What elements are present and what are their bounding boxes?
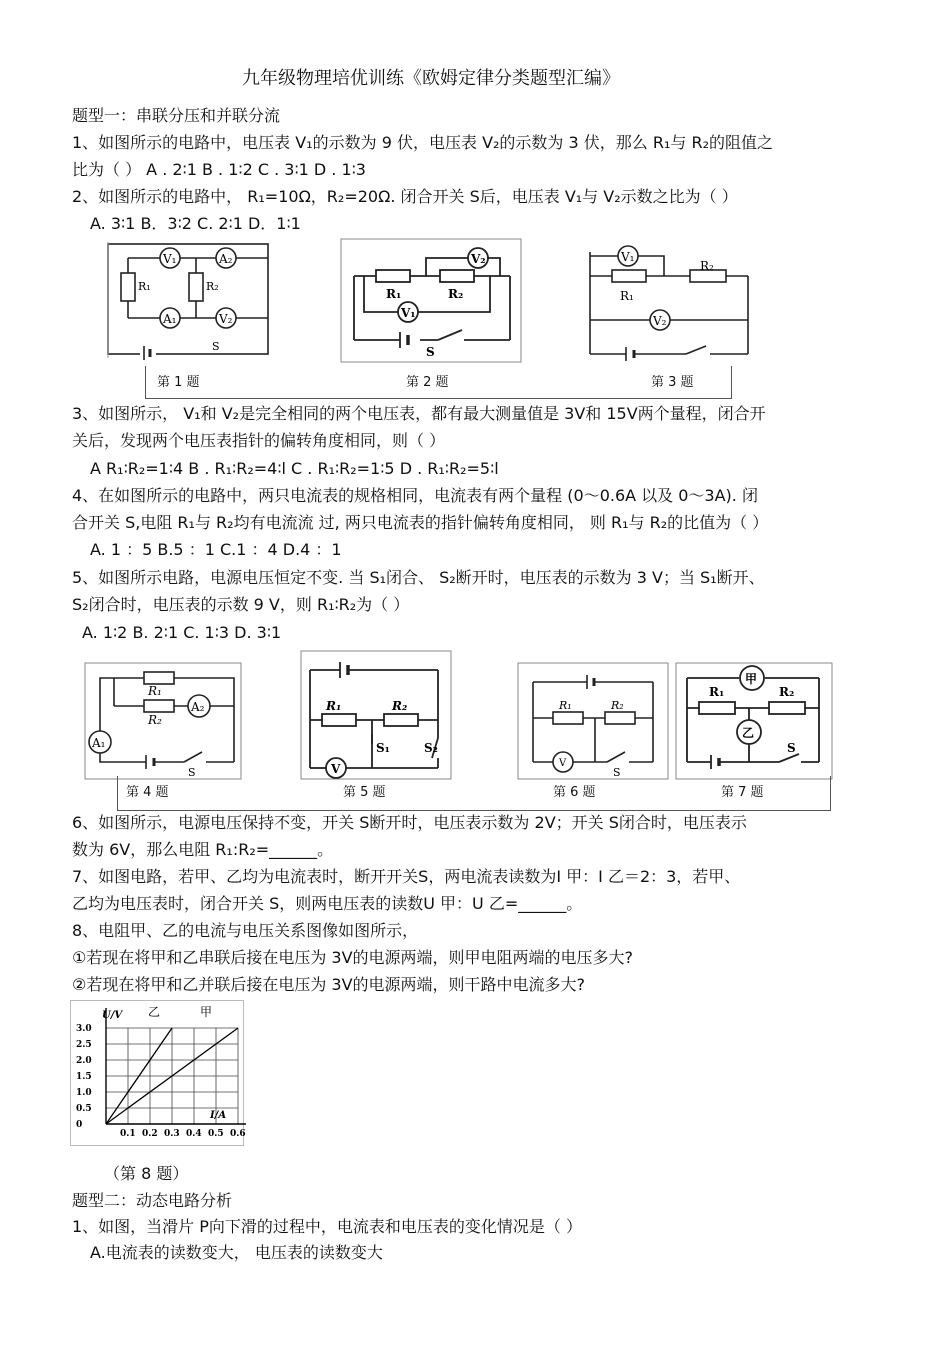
q3-line1: 3、如图所示， V₁和 V₂是完全相同的两个电压表，都有最大测量值是 3V和 15V两个量程，闭合开 xyxy=(72,404,766,423)
q2-1-option-a: A.电流表的读数变大， 电压表的读数变大 xyxy=(90,1243,383,1262)
fig1-s-label: S xyxy=(212,340,220,353)
fig3-r2-label: R₂ xyxy=(700,259,714,273)
fig5-r1-label: R₁ xyxy=(326,699,342,713)
fig1-v1-label: V₁ xyxy=(163,252,177,266)
q7-line2: 乙均为电压表时，闭合开关 S，则两电压表的读数U 甲：U 乙=______。 xyxy=(72,894,583,913)
caption-q2: 第 2 题 xyxy=(406,375,449,390)
fig7-r1-label: R₁ xyxy=(709,685,725,699)
fig1-r2-label: R₂ xyxy=(206,280,219,293)
chart-x-tick-label: 0.5 xyxy=(208,1129,224,1139)
chart-y-tick-label: 1.0 xyxy=(76,1088,92,1098)
fig3-r1-label: R₁ xyxy=(620,289,634,303)
q5-line1: 5、如图所示电路，电源电压恒定不变. 当 S₁闭合、 S₂断开时，电压表的示数为 3 V；当 S₁断开、 xyxy=(72,568,765,587)
chart-y-tick-label: 0 xyxy=(76,1120,83,1130)
figure-2-circuit xyxy=(340,238,522,363)
q4-options: A. 1 ：5 B.5 ：1 C.1 ：4 D.4 ：1 xyxy=(90,540,342,559)
q4-line1: 4、在如图所示的电路中，两只电流表的规格相同，电流表有两个量程 (0～0.6A 以及 0～3A). 闭 xyxy=(72,486,758,505)
caption-q6: 第 6 题 xyxy=(553,785,596,800)
chart-y-tick-label: 2.5 xyxy=(76,1040,92,1050)
figure-6-circuit xyxy=(517,662,669,780)
q7-line1: 7、如图电路，若甲、乙均为电流表时，断开开关S，两电流表读数为I 甲：I 乙＝2：3，若甲、 xyxy=(72,867,741,886)
fig3-v1-label: V₁ xyxy=(621,250,635,264)
chart-x-tick-label: 0.1 xyxy=(120,1129,136,1139)
chart-x-tick-label: 0.3 xyxy=(164,1129,180,1139)
fig4-s-label: S xyxy=(188,766,196,779)
q6-line2: 数为 6V，那么电阻 R₁:R₂=______。 xyxy=(72,840,334,859)
chart-series-yi-label: 乙 xyxy=(148,1005,161,1019)
caption-q8: （第 8 题） xyxy=(104,1164,189,1183)
page-title: 九年级物理培优训练《欧姆定律分类题型汇编》 xyxy=(242,68,620,89)
q8-line2: ①若现在将甲和乙串联后接在电压为 3V的电源两端，则甲电阻两端的电压多大? xyxy=(72,948,634,967)
fig7-yi-label: 乙 xyxy=(742,726,755,740)
fig1-a2-label: A₂ xyxy=(219,252,233,266)
fig7-s-label: S xyxy=(787,741,796,755)
fig1-a1-label: A₁ xyxy=(163,312,177,326)
fig5-s1-label: S₁ xyxy=(376,741,390,755)
fig2-v2-label: V₂ xyxy=(471,252,486,266)
fig7-r2-label: R₂ xyxy=(779,685,795,699)
q2-1-line1: 1、如图，当滑片 P向下滑的过程中，电流表和电压表的变化情况是（ ） xyxy=(72,1217,583,1236)
caption-q1: 第 1 题 xyxy=(157,375,200,390)
fig4-a1-label: A₁ xyxy=(92,736,106,750)
fig6-v-label: V xyxy=(559,758,567,769)
chart-x-tick-label: 0.4 xyxy=(186,1129,202,1139)
section-heading-2: 题型二：动态电路分析 xyxy=(72,1191,233,1210)
fig5-s2-label: S₂ xyxy=(424,741,438,755)
q4-line2: 合开关 S,电阻 R₁与 R₂均有电流流 过, 两只电流表的指针偏转角度相同， 则 R₁与 R₂的比值为（ ） xyxy=(72,513,769,532)
section-heading-1: 题型一：串联分压和并联分流 xyxy=(72,106,281,125)
fig2-r1-label: R₁ xyxy=(386,287,402,301)
q5-line2: S₂闭合时，电压表的示数 9 V，则 R₁∶R₂为（ ） xyxy=(72,595,410,614)
q1-line1: 1、如图所示的电路中，电压表 V₁的示数为 9 伏，电压表 V₂的示数为 3 伏，那么 R₁与 R₂的阻值之 xyxy=(72,133,774,152)
chart-xlabel: I/A xyxy=(210,1110,227,1121)
fig5-r2-label: R₂ xyxy=(392,699,408,713)
caption-q4: 第 4 题 xyxy=(126,785,169,800)
figure-3-circuit xyxy=(582,240,757,362)
caption-q5: 第 5 题 xyxy=(343,785,386,800)
chart-ylabel: U/V xyxy=(102,1010,123,1021)
fig6-r1-label: R₁ xyxy=(559,699,572,712)
q3-options: A R₁∶R₂=1∶4 B . R₁∶R₂=4∶l C . R₁∶R₂=1∶5 D . R₁∶R₂=5∶l xyxy=(90,459,499,478)
chart-series-jia-label: 甲 xyxy=(200,1005,213,1019)
figure-5-circuit xyxy=(300,650,452,780)
fig1-v2-label: V₂ xyxy=(219,312,233,326)
chart-y-tick-label: 1.5 xyxy=(76,1072,92,1082)
chart-x-tick-label: 0.6 xyxy=(230,1129,246,1139)
chart-y-tick-label: 0.5 xyxy=(76,1104,92,1114)
figure-4-circuit xyxy=(84,662,242,780)
fig4-a2-label: A₂ xyxy=(191,700,205,714)
fig1-r1-label: R₁ xyxy=(138,280,151,293)
caption-q7: 第 7 题 xyxy=(721,785,764,800)
q8-line1: 8、电阻甲、乙的电流与电压关系图像如图所示， xyxy=(72,921,419,940)
fig7-jia-label: 甲 xyxy=(745,672,758,686)
chart-x-tick-label: 0.2 xyxy=(142,1129,158,1139)
figure-8-ui-chart xyxy=(70,1000,244,1146)
fig2-v1-label: V₁ xyxy=(401,306,416,320)
chart-y-tick-label: 2.0 xyxy=(76,1056,92,1066)
fig3-v2-label: V₂ xyxy=(653,314,667,328)
figure-7-circuit xyxy=(675,662,833,780)
fig6-s-label: S xyxy=(613,766,621,779)
fig4-r1-label: R₁ xyxy=(148,684,162,698)
fig4-r2-label: R₂ xyxy=(148,713,162,727)
chart-y-tick-label: 3.0 xyxy=(76,1024,92,1034)
q3-line2: 关后，发现两个电压表指针的偏转角度相同，则（ ） xyxy=(72,431,446,450)
figure-1-circuit xyxy=(100,240,272,360)
caption-q3: 第 3 题 xyxy=(651,375,694,390)
q2-line1: 2、如图所示的电路中， R₁=10Ω，R₂=20Ω. 闭合开关 S后，电压表 V₁与 V₂示数之比为（ ） xyxy=(72,187,738,206)
q1-line2: 比为（ ） A . 2∶1 B . 1∶2 C . 3∶1 D . 1∶3 xyxy=(72,160,366,179)
fig6-r2-label: R₂ xyxy=(611,699,624,712)
q8-line3: ②若现在将甲和乙并联后接在电压为 3V的电源两端，则干路中电流多大? xyxy=(72,975,586,994)
fig2-s-label: S xyxy=(426,345,435,359)
q6-line1: 6、如图所示，电源电压保持不变，开关 S断开时，电压表示数为 2V；开关 S闭合时，电压表示 xyxy=(72,813,747,832)
fig5-v-label: V xyxy=(331,762,341,776)
q2-options: A. 3∶1 B．3∶2 C. 2∶1 D．1∶1 xyxy=(90,214,301,233)
fig2-r2-label: R₂ xyxy=(448,287,464,301)
q5-options: A. 1∶2 B. 2∶1 C. 1∶3 D. 3∶1 xyxy=(82,623,282,642)
